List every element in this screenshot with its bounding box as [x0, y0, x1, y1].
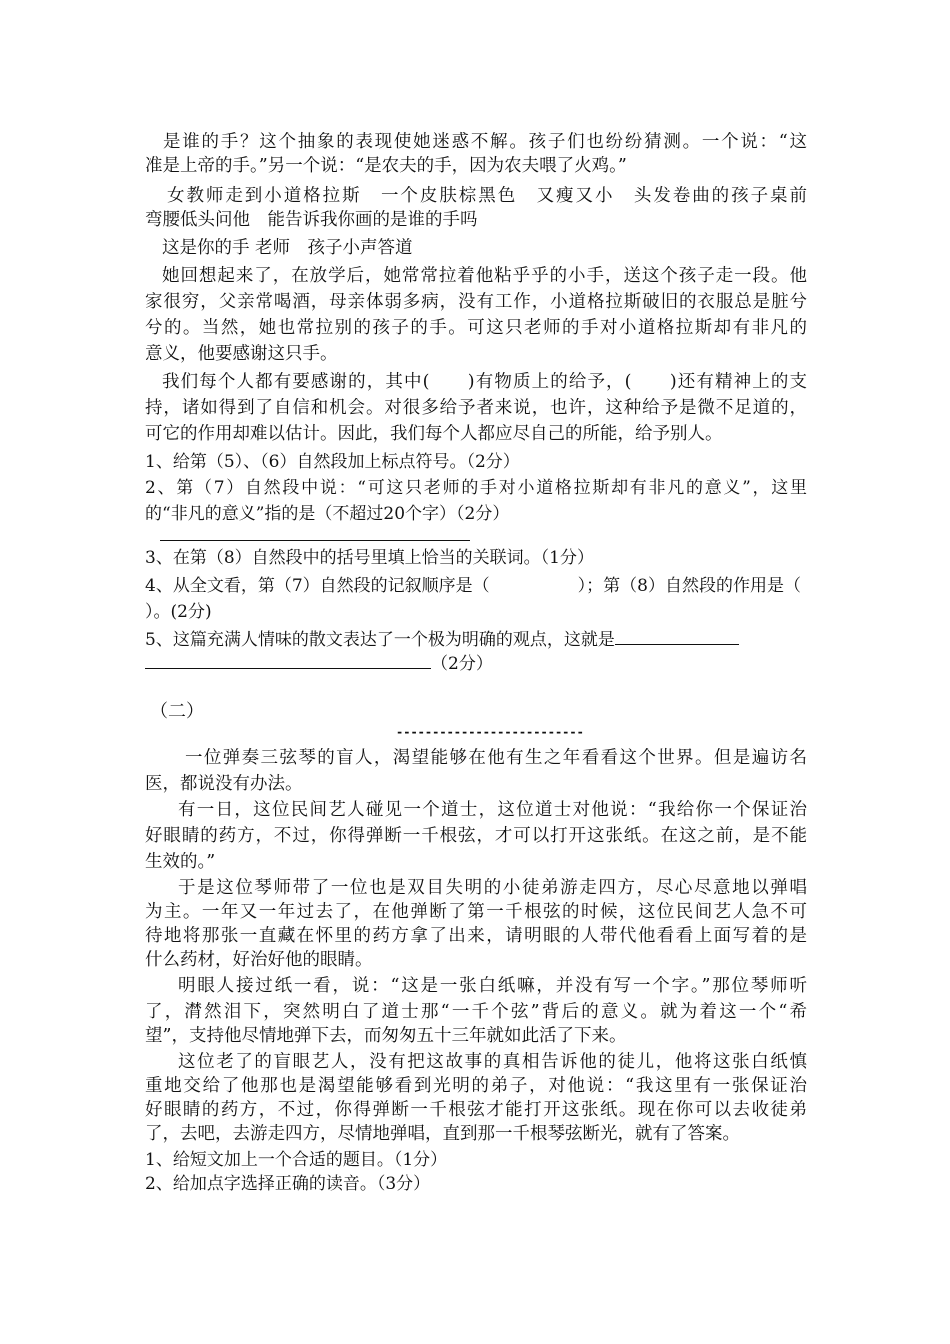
passage1-line-11: 持，诸如得到了自信和机会。对很多给予者来说，也许，这种给予是微不足道的，: [145, 398, 807, 418]
passage2-line-9: 什么药材，好治好他的眼睛。: [145, 950, 373, 970]
title-placeholder[interactable]: --------------------------: [396, 725, 584, 739]
passage1-line-10: 我们每个人都有要感谢的，其中( )有物质上的给予，( )还有精神上的支: [162, 372, 807, 392]
question-5-text: 5、这篇充满人情味的散文表达了一个极为明确的观点，这就是: [145, 630, 615, 650]
passage2-line-6: 于是这位琴师带了一位也是双目失明的小徒弟游走四方，尽心尽意地以弹唱: [178, 878, 807, 898]
passage2-line-3: 有一日，这位民间艺人碰见一个道士，这位道士对他说：“我给你一个保证治: [178, 800, 807, 820]
question-4-part-b: ）；第（8）自然段的作用是（: [577, 576, 801, 596]
passage1-line-3: 女教师走到小道格拉斯 一个皮肤棕黑色 又瘦又小 头发卷曲的孩子桌前: [167, 186, 807, 206]
passage1-line-12: 可它的作用却难以估计。因此，我们每个人都应尽自己的所能，给予别人。: [145, 424, 723, 444]
passage2-line-2: 医，都说没有办法。: [145, 774, 303, 794]
question-5-blank-1[interactable]: [615, 626, 739, 645]
passage1-line-7: 家很穷，父亲常喝酒，母亲体弱多病，没有工作，小道格拉斯破旧的衣服总是脏兮: [145, 292, 807, 312]
passage2-line-11: 了，潸然泪下，突然明白了道士那“一千个弦”背后的意义。就为着这一个“希: [145, 1002, 807, 1022]
passage1-line-5: 这是你的手 老师 孩子小声答道: [162, 238, 413, 258]
passage2-line-12: 望”，支持他尽情地弹下去，而匆匆五十三年就如此活了下来。: [145, 1026, 627, 1046]
passage2-line-15: 好眼睛的药方，不过，你得弹断一千根弦才能打开这张纸。现在你可以去收徒弟: [145, 1100, 807, 1120]
passage1-line-4: 弯腰低头问他 能告诉我你画的是谁的手吗: [145, 210, 478, 230]
question-3: 3、在第（8）自然段中的括号里填上恰当的关联词。（1分）: [145, 548, 594, 568]
passage2-line-5: 生效的。”: [145, 852, 216, 872]
question-5-line-2: [145, 650, 810, 676]
question-4-line-2: ）。(2分): [145, 602, 212, 622]
passage1-line-9: 意义，他要感谢这只手。: [145, 344, 338, 364]
passage2-line-16: 了，去吧，去游走四方，尽情地弹唱，直到那一千根琴弦断光，就有了答案。: [145, 1124, 740, 1144]
passage2-line-7: 为主。一年又一年过去了，在他弹断了第一千根弦的时候，这位民间艺人急不可: [145, 902, 807, 922]
question-1: 1、给第（5）、（6）自然段加上标点符号。（2分）: [145, 452, 520, 472]
passage1-line-1: 是谁的手？这个抽象的表现使她迷惑不解。孩子们也纷纷猜测。一个说：“这: [163, 132, 807, 152]
section-2-question-1: 1、给短文加上一个合适的题目。（1分）: [145, 1150, 448, 1170]
question-5-blank-2[interactable]: [145, 650, 431, 669]
passage1-line-6: 她回想起来了，在放学后，她常常拉着他粘乎乎的小手，送这个孩子走一段。他: [162, 266, 807, 286]
question-5-line-1: [145, 626, 810, 652]
passage2-line-8: 待地将那张一直藏在怀里的药方拿了出来，请明眼的人带代他看看上面写着的是: [145, 926, 807, 946]
passage2-line-13: 这位老了的盲眼艺人，没有把这故事的真相告诉他的徒儿，他将这张白纸慎: [178, 1052, 807, 1072]
section-2-heading: （二）: [150, 701, 204, 722]
section-2-question-2: 2、给加点字选择正确的读音。（3分）: [145, 1174, 431, 1194]
question-2-line-2: 的“非凡的意义”指的是（不超过20个字）（2分）: [145, 504, 510, 524]
passage2-line-4: 好眼睛的药方，不过，你得弹断一千根弦，才可以打开这张纸。在这之前，是不能: [145, 826, 807, 846]
passage2-line-1: 一位弹奏三弦琴的盲人，渴望能够在他有生之年看看这个世界。但是遍访名: [185, 748, 807, 768]
passage1-line-2: 准是上帝的手。”另一个说：“是农夫的手，因为农夫喂了火鸡。”: [145, 156, 627, 176]
passage1-line-8: 兮的。当然，她也常拉别的孩子的手。可这只老师的手对小道格拉斯却有非凡的: [145, 318, 807, 338]
question-4-line-1: [145, 574, 815, 598]
question-5-score: （2分）: [431, 654, 493, 674]
answer-line-q2[interactable]: [160, 540, 470, 541]
question-2-line-1: 2、第（7）自然段中说：“可这只老师的手对小道格拉斯却有非凡的意义”，这里: [145, 478, 807, 498]
passage2-line-14: 重地交给了他那也是渴望能够看到光明的弟子，对他说：“我这里有一张保证治: [145, 1076, 807, 1096]
question-4-part-a: 4、从全文看，第（7）自然段的记叙顺序是（: [145, 576, 490, 596]
passage2-line-10: 明眼人接过纸一看，说：“这是一张白纸嘛，并没有写一个字。”那位琴师听: [178, 976, 807, 996]
